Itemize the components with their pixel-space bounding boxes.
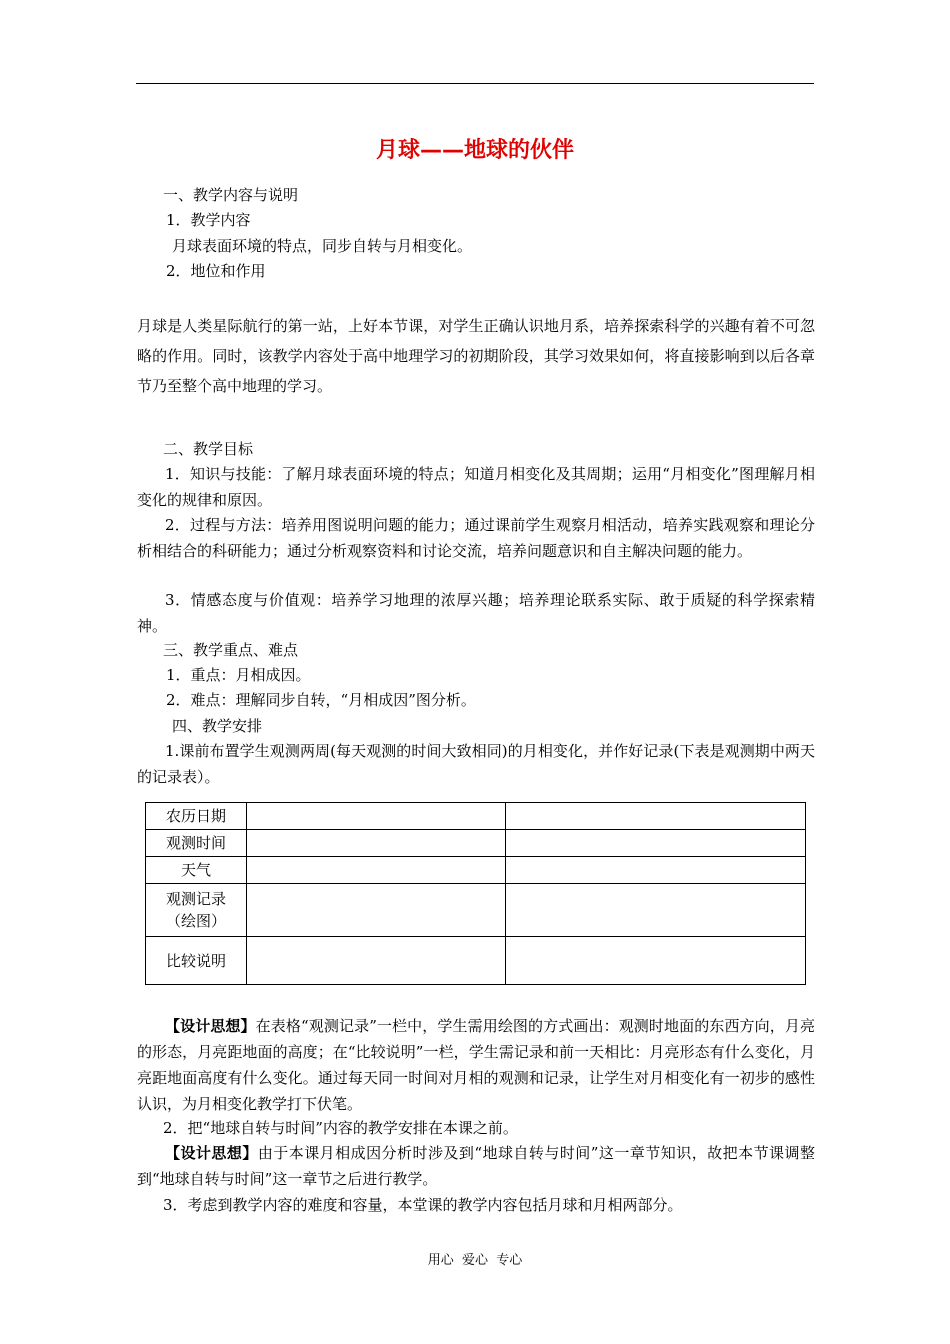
table-cell (247, 857, 506, 884)
section1-sub1-text: 月球表面环境的特点，同步自转与月相变化。 (172, 237, 473, 255)
table-cell (247, 830, 506, 857)
section1-sub1: 1．教学内容 (166, 211, 251, 229)
section1-paragraph: 月球是人类星际航行的第一站，上好本节课，对学生正确认识地月系，培养探索科学的兴趣有着不可忽略的作用。同时，该教学内容处于高中地理学习的初期阶段，其学习效果如何，将直接影响到以后各章节乃至整个高中地理的学习。 (137, 317, 815, 395)
table-cell (506, 857, 806, 884)
arrangement-item3: 3．考虑到教学内容的难度和容量，本堂课的教学内容包括月球和月相两部分。 (163, 1196, 683, 1214)
row-label-observe-time: 观测时间 (146, 830, 247, 857)
table-row (146, 884, 806, 937)
table-cell (506, 884, 806, 937)
section2-heading: 二、教学目标 (163, 440, 254, 458)
section4-heading: 四、教学安排 (172, 717, 263, 735)
section1-sub2: 2．地位和作用 (166, 262, 266, 280)
table-cell (506, 937, 806, 985)
row-label-drawing: （绘图） (165, 912, 226, 930)
section1-heading: 一、教学内容与说明 (163, 186, 299, 204)
design-thought-2 (137, 1140, 815, 1192)
row-label-lunar-date: 农历日期 (146, 803, 247, 830)
table-row (146, 803, 806, 830)
row-label-weather: 天气 (146, 857, 247, 884)
section2-item3: 3．情感态度与价值观：培养学习地理的浓厚兴趣；培养理论联系实际、敢于质疑的科学探索精神。 (137, 591, 815, 635)
page-footer: 用心 爱心 专心 (427, 1253, 523, 1268)
table-cell (506, 803, 806, 830)
table-cell (247, 937, 506, 985)
section3-item1: 1．重点：月相成因。 (166, 666, 311, 684)
design-thought-1-tag: 【设计思想】 (165, 1017, 256, 1035)
row-label-compare: 比较说明 (146, 937, 247, 985)
table-cell (506, 830, 806, 857)
section3-item2: 2．难点：理解同步自转，“月相成因”图分析。 (166, 691, 476, 709)
observation-record-table (145, 802, 806, 985)
row-label-observe-record (146, 884, 247, 937)
design-thought-2-tag: 【设计思想】 (165, 1144, 258, 1162)
design-thought-1-text: 在表格“观测记录”一栏中，学生需用绘图的方式画出：观测时地面的东西方向，月亮的形态，月亮距地面的高度；在“比较说明”一栏，学生需记录和前一天相比：月亮形态有什么变化，月亮距地面高度有什么变化。通过每天同一时间对月相的观测和记录，让学生对月相变化有一初步的感性认识，为月相变化教学打下伏笔。 (137, 1017, 815, 1113)
row-label-observe-record-text: 观测记录 (165, 890, 226, 908)
table-row (146, 830, 806, 857)
section3-heading: 三、教学重点、难点 (163, 641, 299, 659)
page-title: 月球——地球的伙伴 (375, 138, 574, 163)
design-thought-2-text: 由于本课月相成因分析时涉及到“地球自转与时间”这一章节知识，故把本节课调整到“地球自转与时间”这一章节之后进行教学。 (137, 1144, 815, 1188)
table-row (146, 937, 806, 985)
header-rule (136, 83, 814, 84)
section4-item1: 1.课前布置学生观测两周(每天观测的时间大致相同)的月相变化，并作好记录(下表是观测期中两天的记录表）。 (137, 742, 815, 786)
section2-item1: 1．知识与技能：了解月球表面环境的特点；知道月相变化及其周期；运用“月相变化”图理解月相变化的规律和原因。 (137, 465, 815, 509)
arrangement-item2: 2．把“地球自转与时间”内容的教学安排在本课之前。 (163, 1119, 518, 1137)
table-cell (247, 803, 506, 830)
section2-item2: 2．过程与方法：培养用图说明问题的能力；通过课前学生观察月相活动，培养实践观察和理论分析相结合的科研能力；通过分析观察资料和讨论交流，培养问题意识和自主解决问题的能力。 (137, 516, 815, 560)
table-cell (247, 884, 506, 937)
table-row (146, 857, 806, 884)
design-thought-1 (137, 1013, 815, 1117)
